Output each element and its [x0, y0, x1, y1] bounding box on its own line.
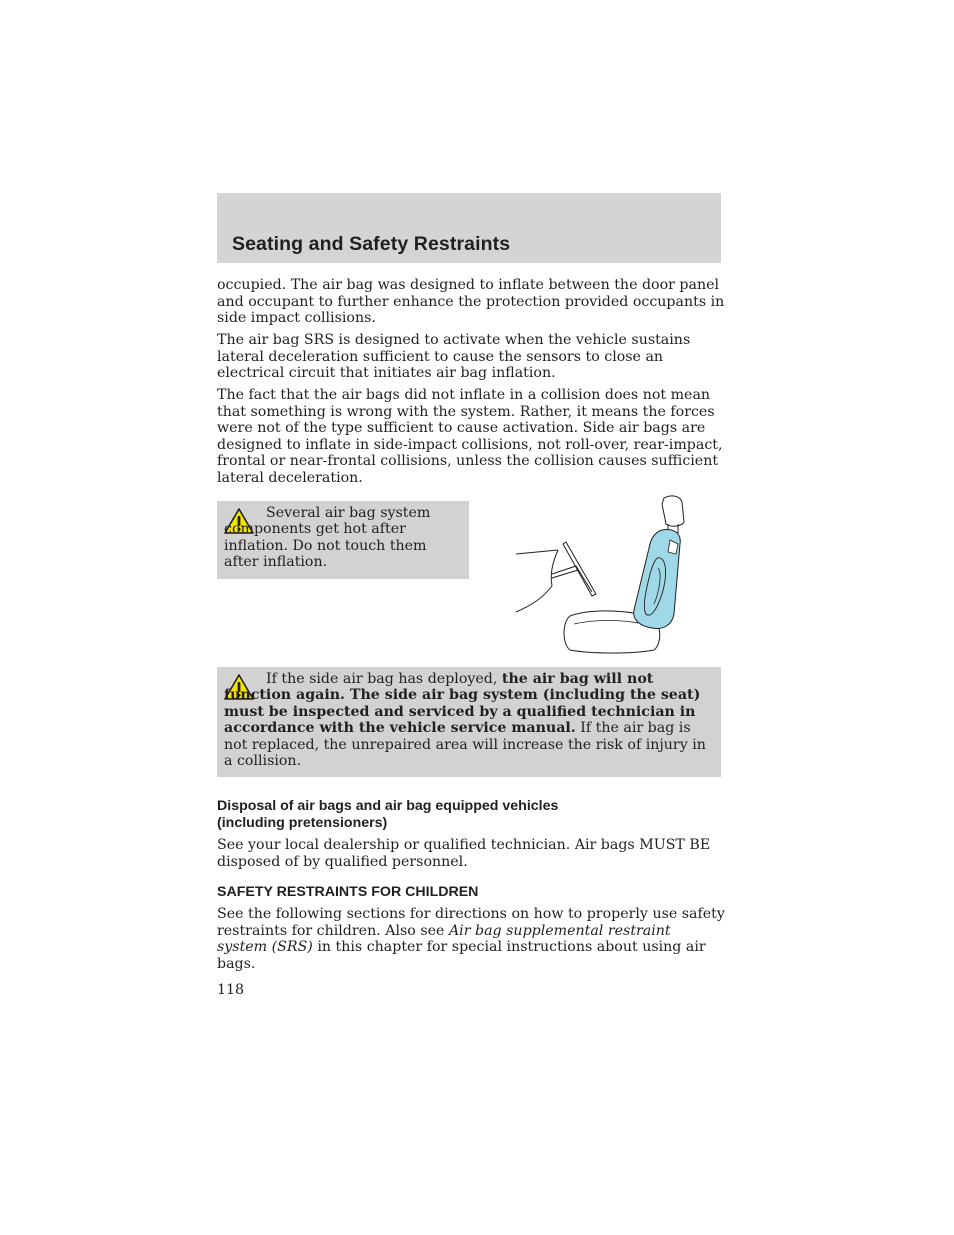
side-airbag-seat-illustration — [512, 494, 692, 658]
side-airbag-deployed-warning — [217, 667, 721, 777]
paragraph-2: The air bag SRS is designed to activate when the vehicle sustains lateral deceleration sufficient to cause the sensors to close an electrical circuit that initiates air bag inflation. — [217, 332, 691, 381]
warning-rest-text: If the air bag is not replaced, the unrepaired area will increase the risk of injury in a collision. — [224, 720, 706, 770]
paragraph-3: The fact that the air bags did not inflate in a collision does not mean that something is wrong with the system. Rather, it means the forces were not of the type sufficient to cause activation. Side air bags are designed to inflate in side-impact collisions, not roll-over, rear-impact, frontal or near-frontal collisions, unless the collision causes sufficient lateral deceleration. — [217, 387, 723, 486]
disposal-heading: Disposal of air bags and air bag equipped vehicles (including pretensioners) — [217, 798, 559, 831]
paragraph-1: occupied. The air bag was designed to inflate between the door panel and occupant to further enhance the protection provided occupants in side impact collisions. — [217, 277, 725, 326]
page-title: Seating and Safety Restraints — [232, 233, 511, 255]
warning-text: Several air bag system components get hot after inflation. Do not touch them after inflation. — [224, 505, 431, 571]
children-heading: SAFETY RESTRAINTS FOR CHILDREN — [217, 884, 479, 900]
warning-intro: If the side air bag has deployed, — [266, 671, 498, 687]
section-header — [217, 193, 721, 263]
disposal-text: See your local dealership or qualified technician. Air bags MUST BE disposed of by qualified personnel. — [217, 837, 711, 870]
srs-reference: Air bag supplemental restraint system (SRS) — [217, 922, 671, 955]
children-text: See the following sections for directions on how to properly use safety restraints for children. Also see Air bag supplemental restraint system (SRS) in this chapter for special instructions about using air bags. — [217, 906, 725, 972]
warning-bold-text: the air bag will not function again. The side air bag system (including the seat) must be inspected and serviced by a qualified technician in accordance with the vehicle service manual. — [224, 671, 701, 737]
page-number: 118 — [217, 982, 245, 998]
hot-components-warning — [217, 501, 469, 579]
